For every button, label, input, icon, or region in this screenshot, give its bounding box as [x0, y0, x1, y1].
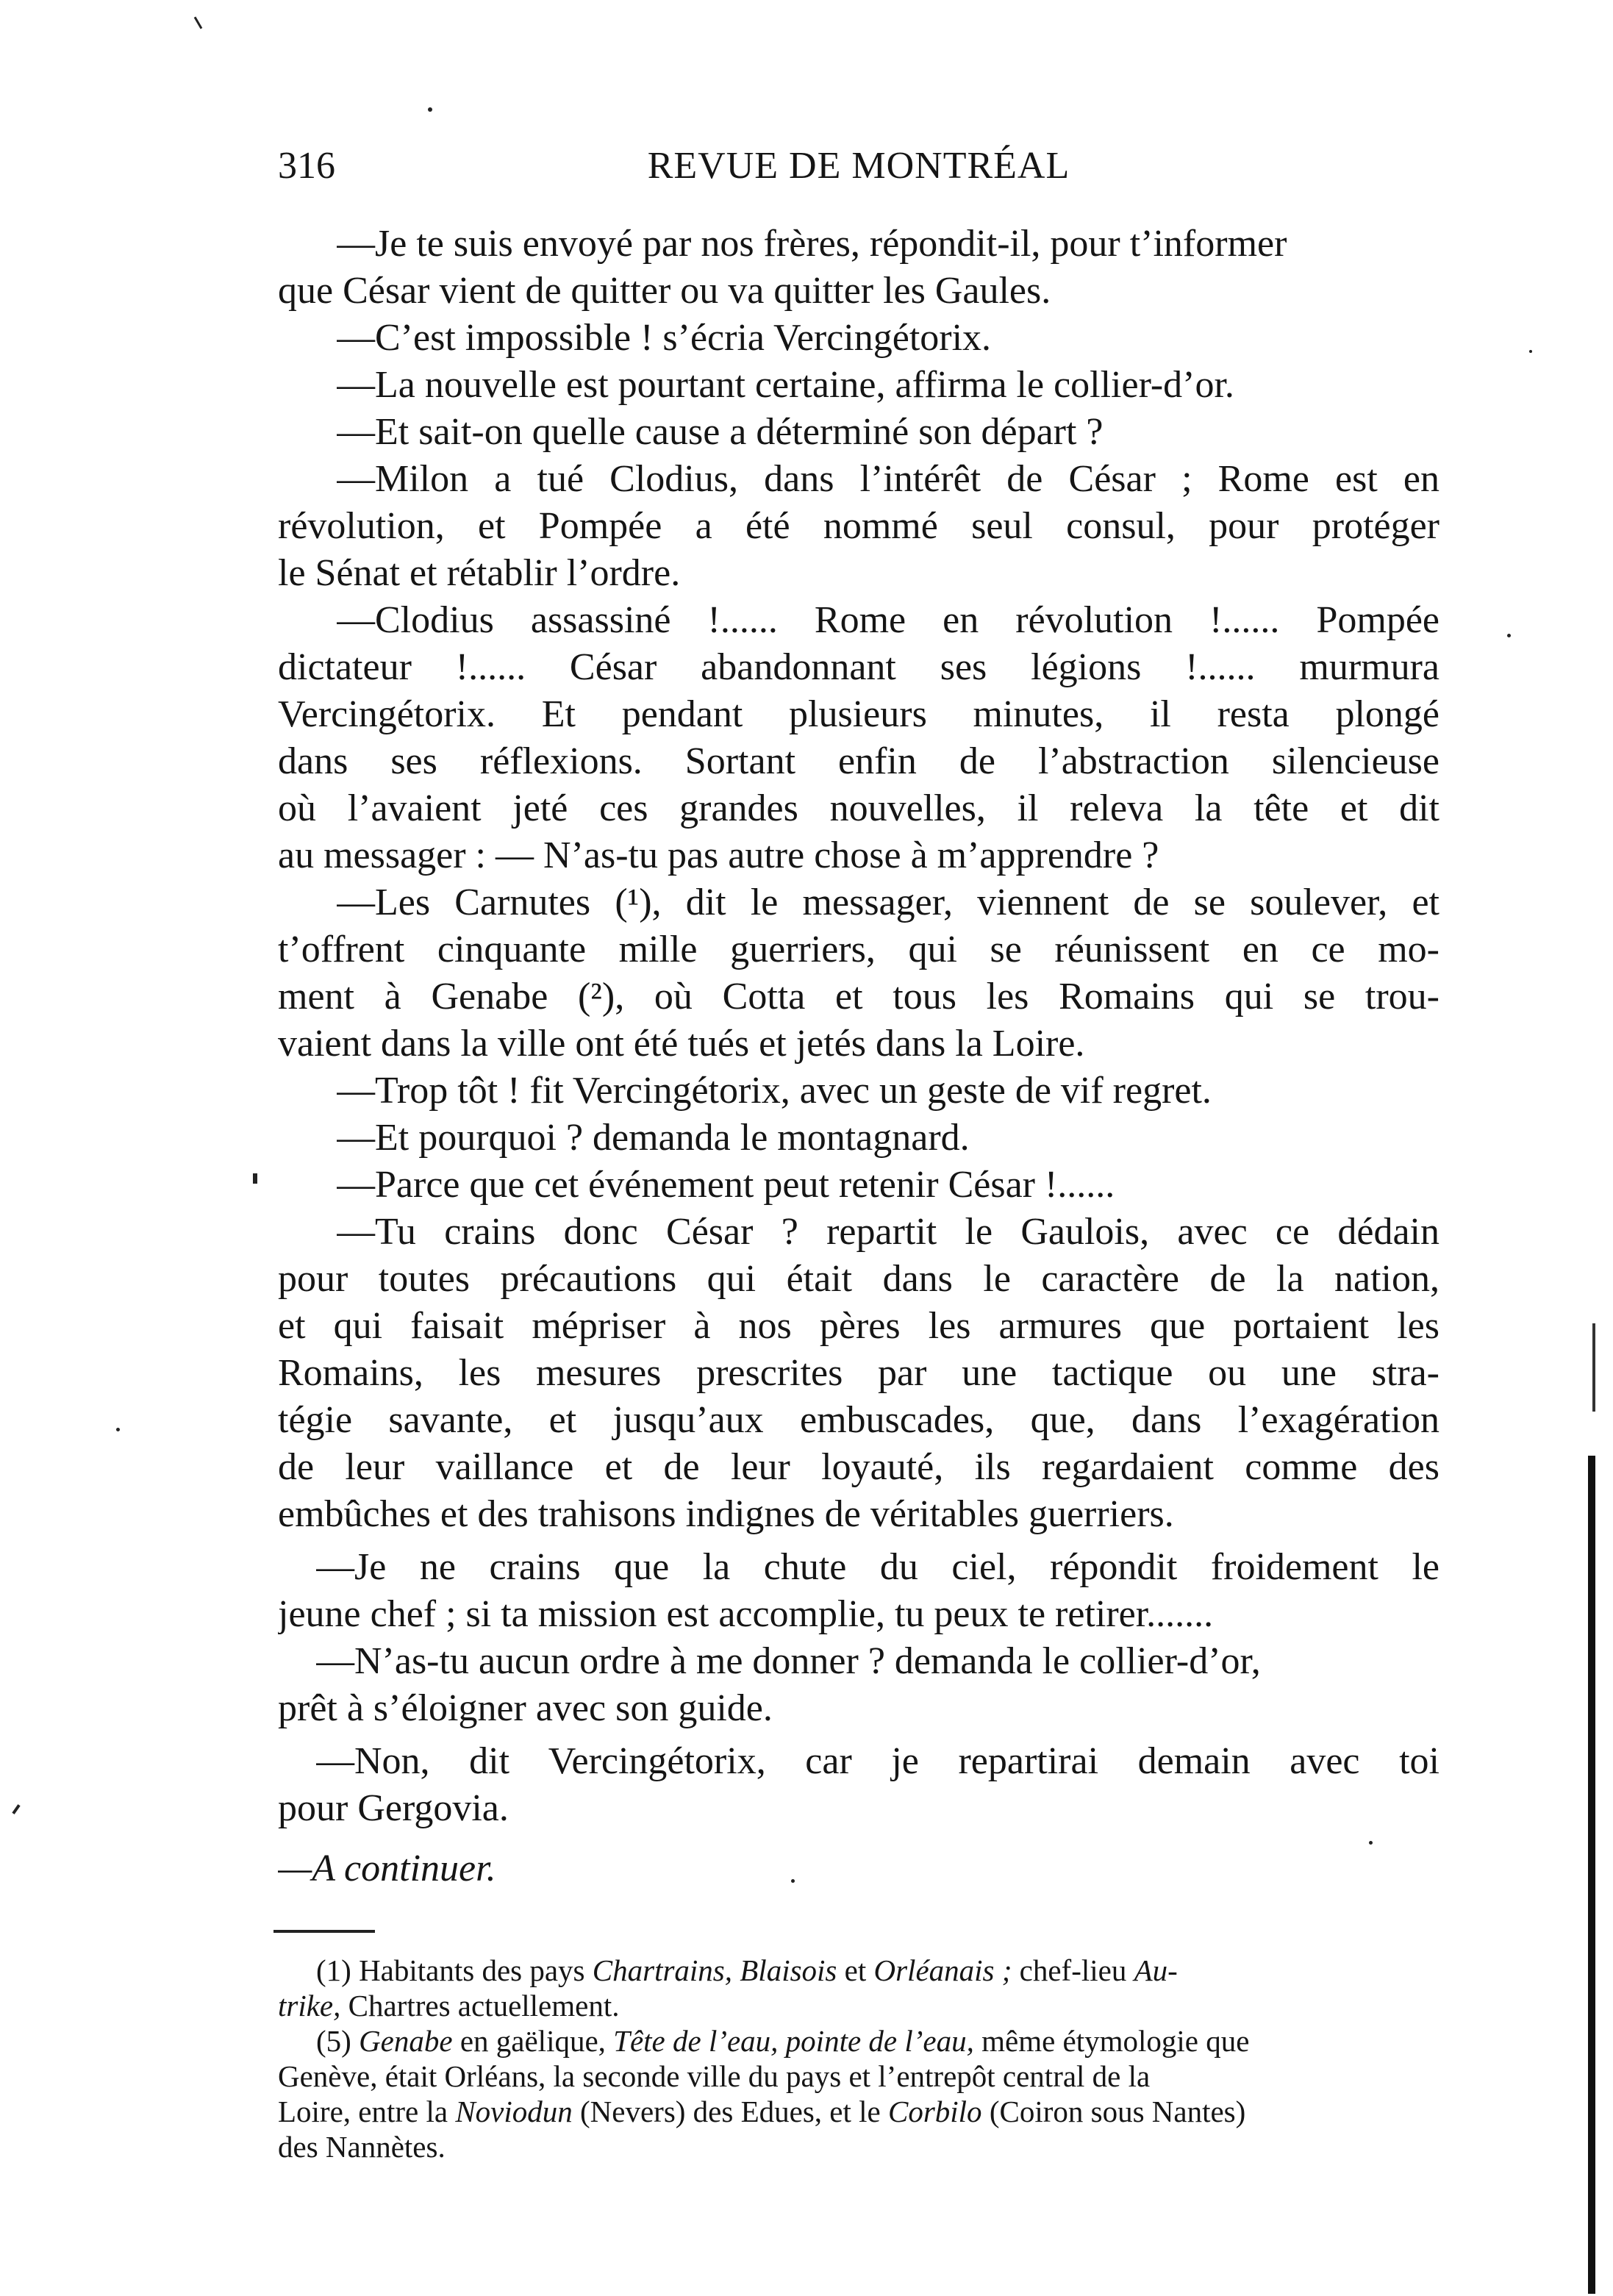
footnote-text: et [844, 1953, 867, 1987]
footnote-2-line-4: des Nannètes. [278, 2130, 446, 2164]
text-line: embûches et des trahisons indignes de véritables guerriers. [278, 1493, 1174, 1535]
footnote-italic: Noviodun [455, 2095, 573, 2128]
text-line: que César vient de quitter ou va quitter les Gaules. [278, 270, 1051, 312]
text-line: —Clodius assassiné !...... Rome en révolution !...... Pompée [337, 599, 1439, 641]
text-line: ment à Genabe (²), où Cotta et tous les Romains qui se trou- [278, 976, 1439, 1018]
footnote-text: (Coiron sous Nantes) [989, 2095, 1246, 2128]
to-be-continued: —A continuer. [278, 1848, 496, 1889]
page-header [278, 144, 1439, 196]
text-line: —N’as-tu aucun ordre à me donner ? demanda le collier-d’or, [316, 1640, 1261, 1682]
text-line: dictateur !...... César abandonnant ses légions !...... murmura [278, 646, 1439, 688]
footnote-italic: Chartrains, Blaisois [592, 1953, 837, 1987]
text-line: Vercingétorix. Et pendant plusieurs minutes, il resta plongé [278, 693, 1439, 735]
scan-speck [116, 1428, 120, 1431]
text-line: au messager : — N’as-tu pas autre chose à m’apprendre ? [278, 834, 1159, 876]
footnote-text: Chartres actuellement. [348, 1989, 620, 2023]
footnote-2-line-2: Genève, était Orléans, la seconde ville du pays et l’entrepôt central de la [278, 2059, 1151, 2093]
footnote-rule [273, 1930, 375, 1933]
footnote-italic: Genabe [359, 2024, 453, 2058]
footnote-2-line-1 [316, 2023, 1439, 2059]
text-line: où l’avaient jeté ces grandes nouvelles, il releva la tête et dit [278, 787, 1439, 829]
page-edge-shadow [1588, 1456, 1595, 2294]
text-line: —Je ne crains que la chute du ciel, répondit froidement le [316, 1546, 1439, 1588]
text-line: Romains, les mesures prescrites par une tactique ou une stra- [278, 1352, 1439, 1394]
scan-speck [253, 1173, 257, 1184]
scan-speck [1369, 1841, 1373, 1845]
text-line: révolution, et Pompée a été nommé seul consul, pour protéger [278, 505, 1439, 547]
scan-speck [194, 16, 203, 29]
text-line: —C’est impossible ! s’écria Vercingétorix. [337, 317, 992, 359]
text-line: —Non, dit Vercingétorix, car je repartirai demain avec toi [316, 1740, 1439, 1782]
footnote-italic: Corbilo [887, 2095, 982, 2128]
text-line: —Tu crains donc César ? repartit le Gaulois, avec ce dédain [337, 1211, 1439, 1253]
footnote-1-line-2 [278, 1988, 1439, 2023]
text-line: —Parce que cet événement peut retenir César !...... [337, 1164, 1115, 1206]
footnote-italic: trike, [278, 1989, 341, 2023]
text-line: t’offrent cinquante mille guerriers, qui se réunissent en ce mo- [278, 929, 1439, 970]
footnote-text: Loire, entre la [278, 2095, 448, 2128]
footnote-italic: Au- [1134, 1953, 1178, 1987]
footnote-marker: (5) [316, 2024, 351, 2058]
text-line: pour toutes précautions qui était dans le caractère de la nation, [278, 1258, 1439, 1300]
text-line: —Milon a tué Clodius, dans l’intérêt de César ; Rome est en [337, 458, 1439, 500]
footnote-text: même étymologie que [981, 2024, 1250, 2058]
footnote-1-line-1 [316, 1953, 1439, 1988]
text-line: tégie savante, et jusqu’aux embuscades, que, dans l’exagération [278, 1399, 1439, 1441]
footnote-text: en gaëlique, [459, 2024, 606, 2058]
text-line: —Je te suis envoyé par nos frères, répondit-il, pour t’informer [337, 223, 1287, 265]
footnote-italic: Tête de l’eau, pointe de l’eau, [613, 2024, 974, 2058]
scan-speck [1529, 350, 1532, 353]
text-line: dans ses réflexions. Sortant enfin de l’abstraction silencieuse [278, 740, 1439, 782]
running-title: REVUE DE MONTRÉAL [647, 145, 1070, 187]
page-number: 316 [278, 145, 335, 187]
text-line: —Les Carnutes (¹), dit le messager, viennent de se soulever, et [337, 881, 1439, 923]
scan-speck [428, 107, 432, 112]
footnote-text: (Nevers) des Edues, et le [580, 2095, 881, 2128]
scan-speck [12, 1804, 20, 1814]
footnote-2-line-3 [278, 2094, 1439, 2129]
footnote-italic: Orléanais ; [873, 1953, 1012, 1987]
text-line: le Sénat et rétablir l’ordre. [278, 552, 681, 594]
text-line: —Trop tôt ! fit Vercingétorix, avec un geste de vif regret. [337, 1070, 1212, 1112]
text-line: prêt à s’éloigner avec son guide. [278, 1687, 773, 1729]
scan-speck [791, 1879, 795, 1883]
footnote-text: Habitants des pays [359, 1953, 585, 1987]
text-line: de leur vaillance et de leur loyauté, ils regardaient comme des [278, 1446, 1439, 1488]
page-edge-shadow [1592, 1323, 1595, 1412]
text-line: —La nouvelle est pourtant certaine, affirma le collier-d’or. [337, 364, 1234, 406]
text-line: et qui faisait mépriser à nos pères les armures que portaient les [278, 1305, 1439, 1347]
footnote-text: chef-lieu [1019, 1953, 1127, 1987]
text-line: jeune chef ; si ta mission est accomplie, tu peux te retirer....... [278, 1593, 1214, 1635]
text-line: vaient dans la ville ont été tués et jetés dans la Loire. [278, 1023, 1085, 1065]
text-line: —Et sait-on quelle cause a déterminé son départ ? [337, 411, 1104, 453]
text-line: —Et pourquoi ? demanda le montagnard. [337, 1117, 970, 1159]
footnote-marker: (1) [316, 1953, 351, 1987]
text-line: pour Gergovia. [278, 1787, 509, 1829]
scan-speck [1507, 634, 1511, 637]
